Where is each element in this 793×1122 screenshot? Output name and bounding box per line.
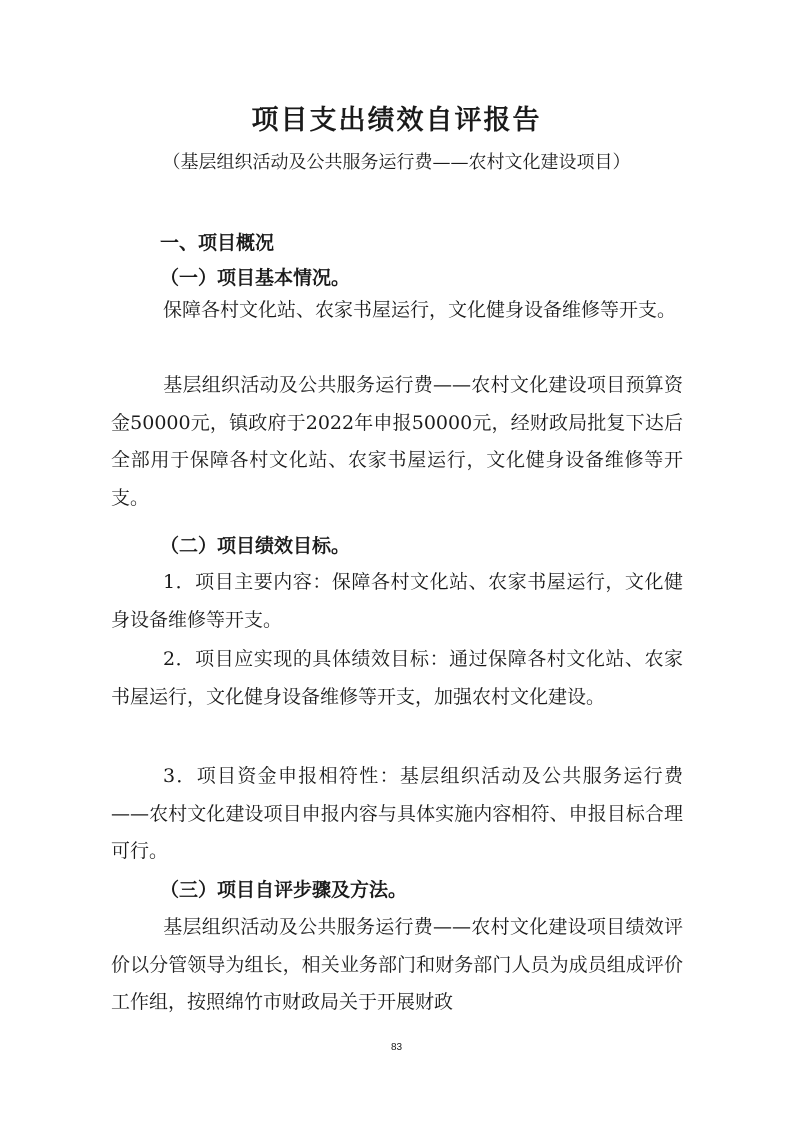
section-heading-overview: 一、项目概况 — [160, 232, 275, 254]
subsection-heading-evaluation-steps: （三）项目自评步骤及方法。 — [160, 879, 408, 901]
paragraph-evaluation-method — [111, 909, 683, 1022]
paragraph-text: 2．项目应实现的具体绩效目标：通过保障各村文化站、农家书屋运行，文化健身设备维修等开支，加强农村文化建设。 — [111, 648, 683, 708]
paragraph-budget — [111, 367, 683, 517]
paragraph-text: 1．项目主要内容：保障各村文化站、农家书屋运行，文化健身设备维修等开支。 — [111, 571, 683, 631]
subsection-heading-basic-info: （一）项目基本情况。 — [160, 267, 351, 289]
paragraph-text: 基层组织活动及公共服务运行费——农村文化建设项目绩效评价以分管领导为组长，相关业务部门和财务部门人员为成员组成评价工作组，按照绵竹市财政局关于开展财政 — [111, 916, 683, 1013]
paragraph-main-content — [111, 564, 683, 639]
paragraph-basic-info — [111, 292, 683, 330]
subsection-heading-goals: （二）项目绩效目标。 — [160, 535, 351, 557]
paragraph-performance-goals — [111, 641, 683, 716]
page-number: 83 — [390, 1042, 403, 1053]
paragraph-text: 保障各村文化站、农家书屋运行，文化健身设备维修等开支。 — [163, 299, 677, 321]
paragraph-text: 基层组织活动及公共服务运行费——农村文化建设项目预算资金50000元，镇政府于2022年申报50000元，经财政局批复下达后全部用于保障各村文化站、农家书屋运行，文化健身设备维修等开支。 — [111, 374, 683, 509]
document-subtitle: （基层组织活动及公共服务运行费——农村文化建设项目） — [162, 152, 631, 173]
document-title: 项目支出绩效自评报告 — [251, 105, 542, 136]
paragraph-text: 3．项目资金申报相符性：基层组织活动及公共服务运行费——农村文化建设项目申报内容与具体实施内容相符、申报目标合理可行。 — [111, 765, 683, 862]
paragraph-fund-consistency — [111, 758, 683, 871]
